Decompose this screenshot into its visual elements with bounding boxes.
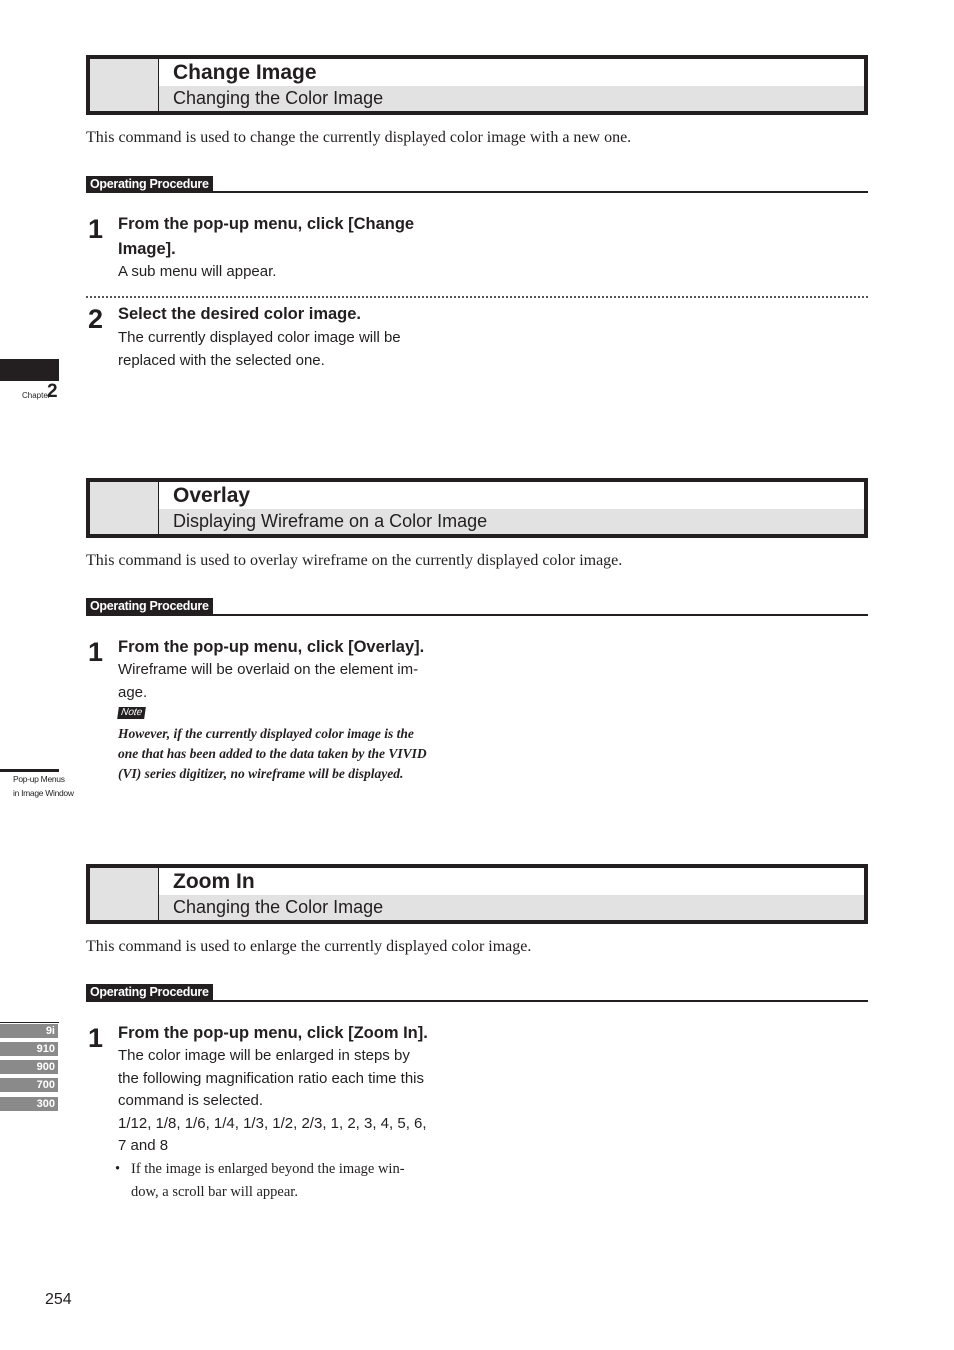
section-title: Overlay bbox=[159, 482, 864, 510]
section-label-line1: Pop-up Menus bbox=[13, 774, 65, 784]
operating-procedure-rule bbox=[86, 614, 868, 616]
note-text-line2: one that has been added to the data taken by the VIVID bbox=[118, 746, 427, 761]
operating-procedure-rule bbox=[86, 191, 868, 193]
note-label: Note bbox=[117, 707, 146, 719]
step-divider bbox=[86, 296, 868, 298]
operating-procedure-label: Operating Procedure bbox=[86, 984, 213, 1000]
models-top-line bbox=[0, 1022, 59, 1023]
section-subtitle: Changing the Color Image bbox=[159, 895, 864, 920]
section-header-marker bbox=[90, 868, 159, 920]
step-description-line2: age. bbox=[118, 684, 148, 701]
operating-procedure-label: Operating Procedure bbox=[86, 176, 213, 192]
step-title-line2: Image]. bbox=[118, 240, 176, 258]
section-header-change-image bbox=[86, 55, 868, 115]
chapter-number: 2 bbox=[47, 381, 58, 402]
model-tab-9i: 9i bbox=[0, 1024, 58, 1038]
step-title-line1: From the pop-up menu, click [Zoom In]. bbox=[118, 1024, 428, 1042]
bullet-text-line2: dow, a scroll bar will appear. bbox=[131, 1184, 298, 1200]
note-text-line1: However, if the currently displayed color image is the bbox=[118, 726, 414, 741]
section-intro: This command is used to overlay wireframe on the currently displayed color image. bbox=[86, 552, 623, 569]
step-description-line5: 7 and 8 bbox=[118, 1137, 169, 1154]
step-description-line4: 1/12, 1/8, 1/6, 1/4, 1/3, 1/2, 2/3, 1, 2, 3, 4, 5, 6, bbox=[118, 1115, 427, 1132]
operating-procedure-rule bbox=[86, 1000, 868, 1002]
model-tab-700: 700 bbox=[0, 1078, 58, 1092]
page-number: 254 bbox=[45, 1291, 72, 1308]
section-intro: This command is used to enlarge the currently displayed color image. bbox=[86, 938, 532, 955]
step-title-line1: From the pop-up menu, click [Overlay]. bbox=[118, 638, 425, 656]
section-title: Zoom In bbox=[159, 868, 864, 896]
step-description-line1: The currently displayed color image will be bbox=[118, 329, 401, 346]
step-description: A sub menu will appear. bbox=[118, 263, 277, 280]
chapter-tab bbox=[0, 359, 59, 381]
step-description-line3: command is selected. bbox=[118, 1092, 264, 1109]
step-title-line1: Select the desired color image. bbox=[118, 305, 362, 323]
section-intro: This command is used to change the currently displayed color image with a new one. bbox=[86, 129, 632, 146]
step-description-line1: The color image will be enlarged in steps by bbox=[118, 1047, 410, 1064]
step-number: 1 bbox=[88, 1023, 103, 1053]
note-text-line3: (VI) series digitizer, no wireframe will be displayed. bbox=[118, 766, 404, 781]
step-number: 1 bbox=[88, 637, 103, 667]
section-header-marker bbox=[90, 59, 159, 111]
model-tab-910: 910 bbox=[0, 1042, 58, 1056]
model-tab-300: 300 bbox=[0, 1097, 58, 1111]
operating-procedure-label: Operating Procedure bbox=[86, 598, 213, 614]
section-label-line2: in Image Window bbox=[13, 788, 74, 798]
step-description-line2: replaced with the selected one. bbox=[118, 352, 325, 369]
step-number: 2 bbox=[88, 304, 103, 334]
chapter-marker bbox=[22, 381, 62, 403]
chapter-label: Chapter bbox=[22, 391, 51, 400]
bullet-text-line1: If the image is enlarged beyond the image win- bbox=[131, 1161, 405, 1177]
section-header-zoom-in bbox=[86, 864, 868, 924]
model-tab-900: 900 bbox=[0, 1060, 58, 1074]
section-subtitle: Displaying Wireframe on a Color Image bbox=[159, 509, 864, 534]
section-subtitle: Changing the Color Image bbox=[159, 86, 864, 111]
section-title: Change Image bbox=[159, 59, 864, 87]
step-number: 1 bbox=[88, 214, 103, 244]
section-header-marker bbox=[90, 482, 159, 534]
bullet-dot: • bbox=[115, 1161, 121, 1177]
step-title-line1: From the pop-up menu, click [Change bbox=[118, 215, 415, 233]
step-description-line1: Wireframe will be overlaid on the element im- bbox=[118, 661, 419, 678]
section-header-overlay bbox=[86, 478, 868, 538]
step-description-line2: the following magnification ratio each time this bbox=[118, 1070, 424, 1087]
